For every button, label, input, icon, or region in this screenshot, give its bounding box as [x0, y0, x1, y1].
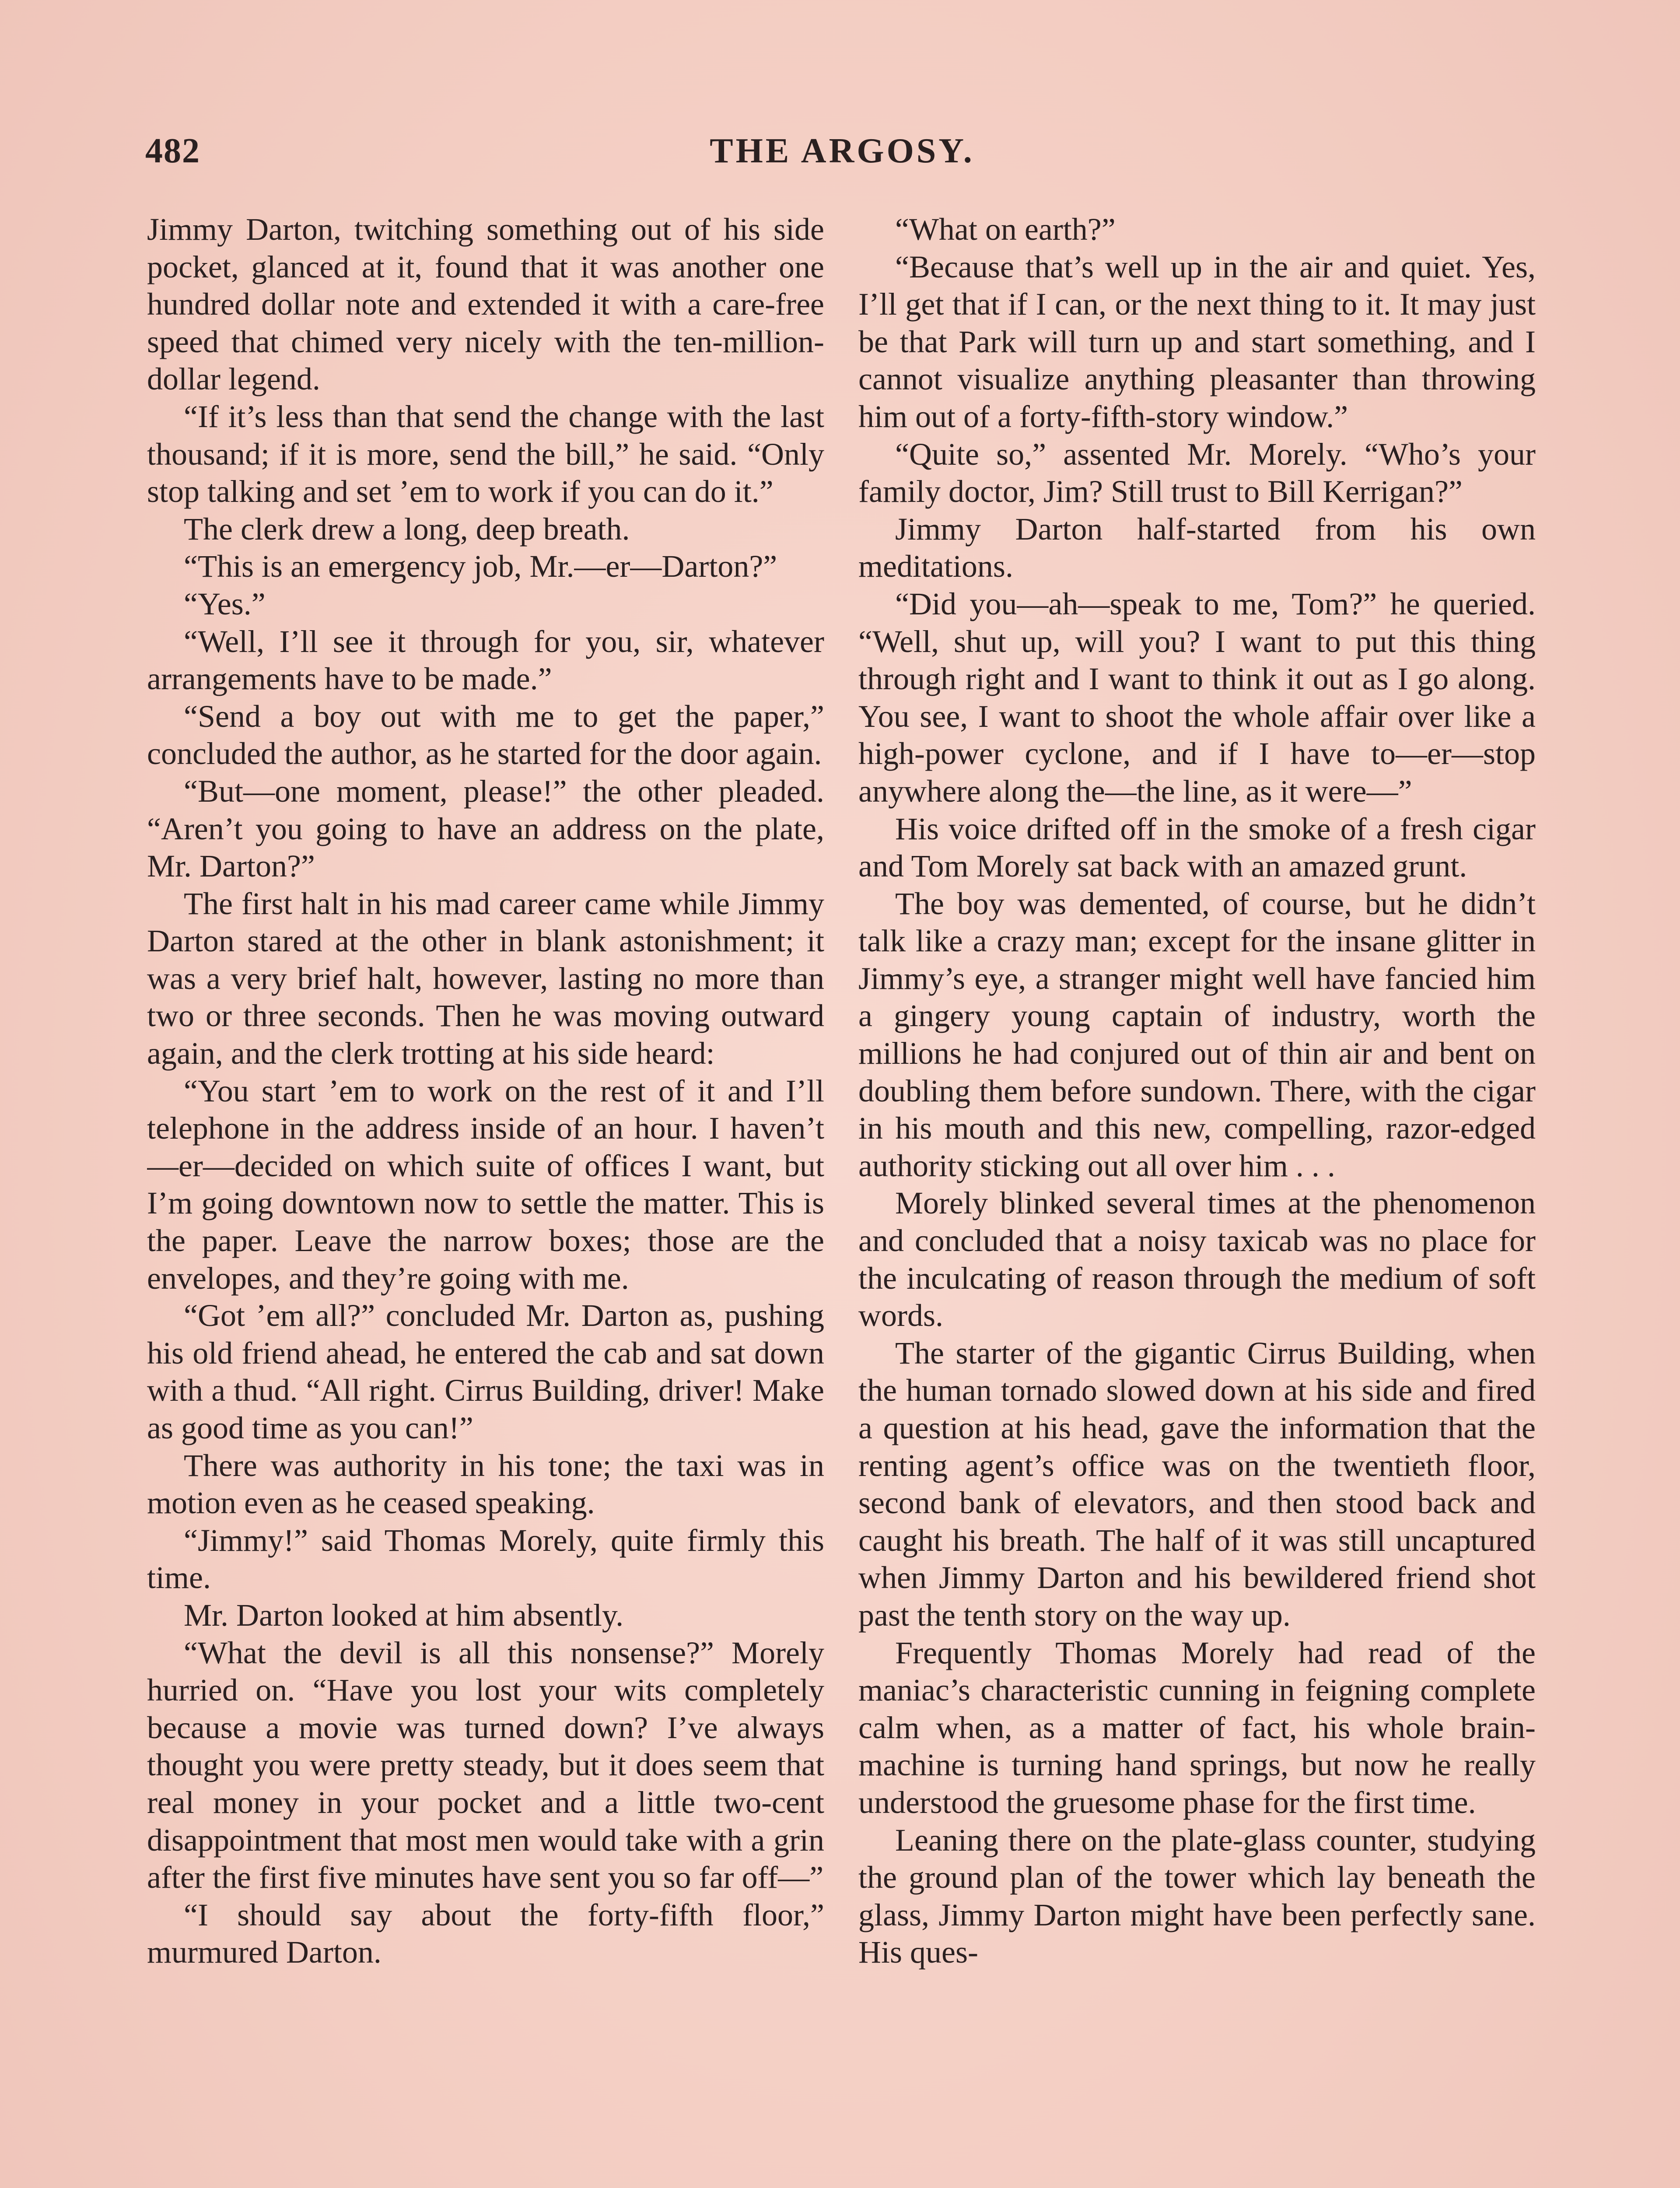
right-text-column — [858, 211, 1536, 2188]
paragraph: Jimmy Darton half-started from his own meditations. — [858, 511, 1536, 584]
paragraph: “I should say about the forty-fifth floor,” murmured Darton. — [147, 1897, 824, 1970]
paragraph: There was authority in his tone; the taxi was in motion even as he ceased speaking. — [147, 1448, 824, 1521]
paragraph: “Because that’s well up in the air and quiet. Yes, I’ll get that if I can, or the next thing to it. It may just be that Park will turn up and start something, and I cannot visualize anything pleasanter than throwing him out of a forty-fifth-story window.” — [858, 249, 1536, 434]
paragraph: “Well, I’ll see it through for you, sir, whatever arrangements have to be made.” — [147, 624, 824, 697]
paragraph: The boy was demented, of course, but he didn’t talk like a crazy man; except for the insane glitter in Jimmy’s eye, a stranger might well have fancied him a gingery young captain of industry, worth the millions he had conjured out of thin air and bent on doubling them before sundown. There, with the cigar in his mouth and this new, compelling, razor-edged authority sticking out all over him . . . — [858, 886, 1536, 1183]
paragraph: “But—one moment, please!” the other pleaded. “Aren’t you going to have an address on the plate, Mr. Darton?” — [147, 773, 824, 884]
paragraph: “Jimmy!” said Thomas Morely, quite firmly this time. — [147, 1522, 824, 1595]
paragraph: Frequently Thomas Morely had read of the maniac’s characteristic cunning in feigning complete calm when, as a matter of fact, his whole brain-machine is turning hand springs, but now he really understood the gruesome phase for the first time. — [858, 1635, 1536, 1820]
page-header — [145, 131, 1539, 184]
running-title: THE ARGOSY. — [710, 132, 975, 170]
paragraph: “Got ’em all?” concluded Mr. Darton as, pushing his old friend ahead, he entered the cab and sat down with a thud. “All right. Cirrus Building, driver! Make as good time as you can!” — [147, 1298, 824, 1445]
paragraph: “Send a boy out with me to get the paper,” concluded the author, as he started for the door again. — [147, 698, 824, 771]
paragraph: Jimmy Darton, twitching something out of his side pocket, glanced at it, found that it was another one hundred dollar note and extended it with a care-free speed that chimed very nicely with the ten-million-dollar legend. — [147, 212, 824, 397]
paragraph: Leaning there on the plate-glass counter, studying the ground plan of the tower which lay beneath the glass, Jimmy Darton might have been perfectly sane. His ques- — [858, 1822, 1536, 1970]
paragraph: “Did you—ah—speak to me, Tom?” he queried. “Well, shut up, will you? I want to put this thing through right and I want to think it out as I go along. You see, I want to shoot the whole affair over like a high-power cyclone, and if I have to—er—stop anywhere along the—the line, as it were—” — [858, 586, 1536, 809]
paragraph: “Yes.” — [184, 586, 266, 621]
paragraph: His voice drifted off in the smoke of a fresh cigar and Tom Morely sat back with an amazed grunt. — [858, 811, 1536, 884]
paragraph: The first halt in his mad career came while Jimmy Darton stared at the other in blank astonishment; it was a very brief halt, however, lasting no more than two or three seconds. Then he was moving outward again, and the clerk trotting at his side heard: — [147, 886, 824, 1071]
paragraph: The starter of the gigantic Cirrus Building, when the human tornado slowed down at his side and fired a question at his head, gave the information that the renting agent’s office was on the twentieth floor, second bank of elevators, and then stood back and caught his breath. The half of it was still uncaptured when Jimmy Darton and his bewildered friend shot past the tenth story on the way up. — [858, 1335, 1536, 1633]
left-text-column — [147, 211, 824, 2188]
paragraph: Morely blinked several times at the phenomenon and concluded that a noisy taxicab was no place for the inculcating of reason through the medium of soft words. — [858, 1185, 1536, 1333]
page-number: 482 — [145, 132, 200, 170]
paragraph: The clerk drew a long, deep breath. — [184, 511, 630, 547]
paragraph: “Quite so,” assented Mr. Morely. “Who’s your family doctor, Jim? Still trust to Bill Kerrigan?” — [858, 436, 1536, 509]
paragraph: “What on earth?” — [895, 212, 1116, 247]
paragraph: “This is an emergency job, Mr.—er—Darton?” — [184, 549, 777, 584]
paragraph: Mr. Darton looked at him absently. — [184, 1597, 624, 1633]
paragraph: “What the devil is all this nonsense?” Morely hurried on. “Have you lost your wits completely because a movie was turned down? I’ve always thought you were pretty steady, but it does seem that real money in your pocket and a little two-cent disappointment that most men would take with a grin after the first five minutes have sent you so far off—” — [147, 1635, 824, 1895]
paragraph: “You start ’em to work on the rest of it and I’ll telephone in the address inside of an hour. I haven’t—er—decided on which suite of offices I want, but I’m going downtown now to settle the matter. This is the paper. Leave the narrow boxes; those are the envelopes, and they’re going with me. — [147, 1073, 824, 1296]
paragraph: “If it’s less than that send the change with the last thousand; if it is more, send the bill,” he said. “Only stop talking and set ’em to work if you can do it.” — [147, 399, 824, 509]
